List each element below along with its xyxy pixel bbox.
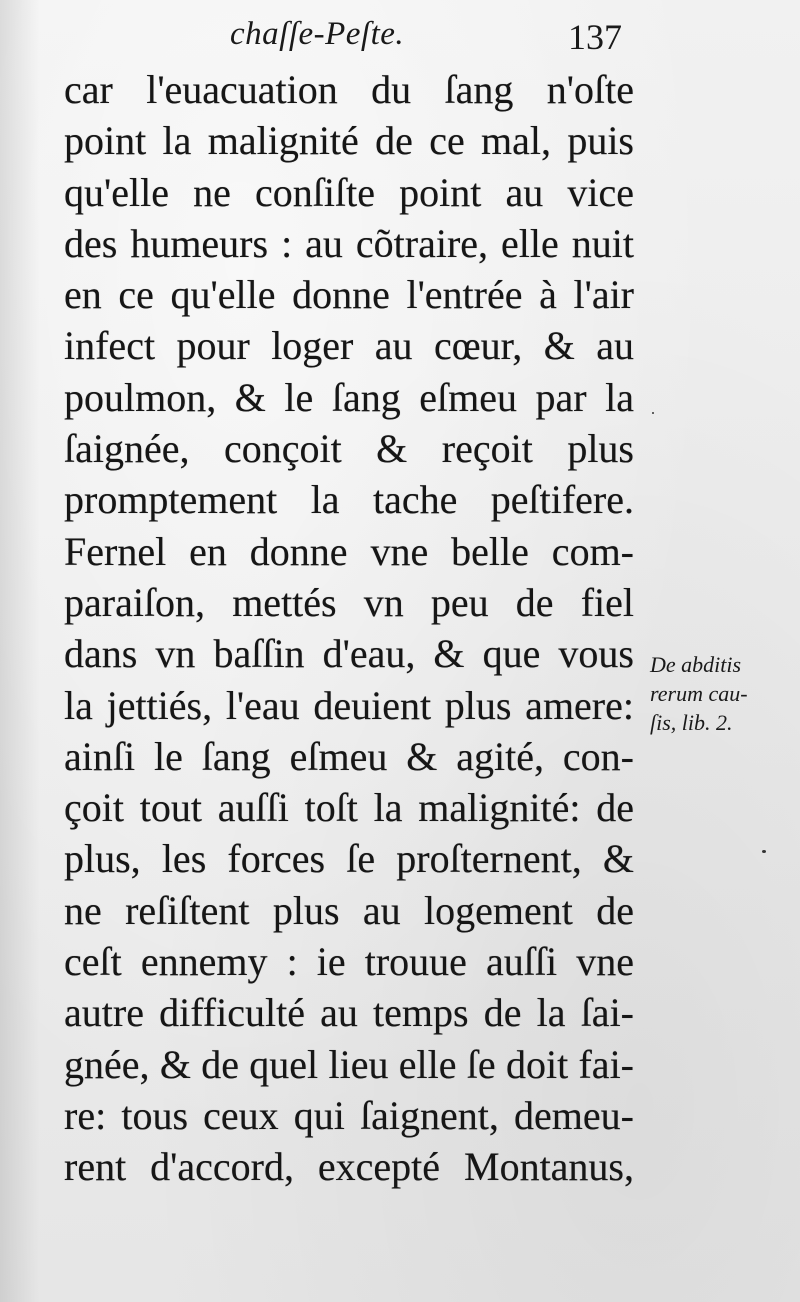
text-line: dans vn baſſin d'eau, & que vous — [64, 631, 634, 677]
text-line: ſaignée, conçoit & reçoit plus — [64, 426, 634, 472]
ink-speck — [652, 412, 654, 414]
body-text — [64, 64, 634, 1193]
text-line: des humeurs : au cõtraire, elle nuit — [64, 220, 634, 266]
text-line: promptement la tache peſtifere. — [64, 477, 634, 523]
text-line: la jettiés, l'eau deuient plus amere: — [64, 682, 634, 728]
text-line: autre difficulté au temps de la ſai- — [64, 990, 634, 1036]
text-line: ne reſiſtent plus au logement de — [64, 887, 634, 933]
text-line: plus, les forces ſe proſternent, & — [64, 836, 634, 882]
text-line: ceſt ennemy : ie trouue auſſi vne — [64, 939, 634, 985]
running-head: chaſſe-Peſte. — [230, 16, 405, 52]
page-number: 137 — [568, 17, 622, 57]
text-line: çoit tout auſſi toſt la malignité: de — [64, 785, 634, 831]
text-line: re: tous ceux qui ſaignent, demeu- — [64, 1092, 634, 1138]
gutter-shadow — [0, 0, 40, 1302]
ink-speck — [762, 850, 766, 853]
margin-note-line: rerum cau- — [650, 681, 748, 706]
text-line: poulmon, & le ſang eſmeu par la — [64, 374, 634, 420]
text-line: qu'elle ne conſiſte point au vice — [64, 169, 634, 215]
text-line: Fernel en donne vne belle com- — [64, 528, 634, 574]
text-line: infect pour loger au cœur, & au — [64, 323, 634, 369]
text-line: point la malignité de ce mal, puis — [64, 118, 634, 164]
text-line: en ce qu'elle donne l'entrée à l'air — [64, 272, 634, 318]
margin-note — [650, 650, 800, 737]
text-line: car l'euacuation du ſang n'oſte — [64, 67, 634, 112]
text-line: rent d'accord, excepté Montanus, — [64, 1144, 634, 1190]
text-line: paraiſon, mettés vn peu de fiel — [64, 579, 634, 625]
text-line: ainſi le ſang eſmeu & agité, con- — [64, 733, 634, 779]
margin-note-line: De abditis — [650, 652, 742, 677]
text-line: gnée, & de quel lieu elle ſe doit fai- — [64, 1041, 634, 1087]
margin-note-line: ſis, lib. 2. — [650, 710, 733, 735]
